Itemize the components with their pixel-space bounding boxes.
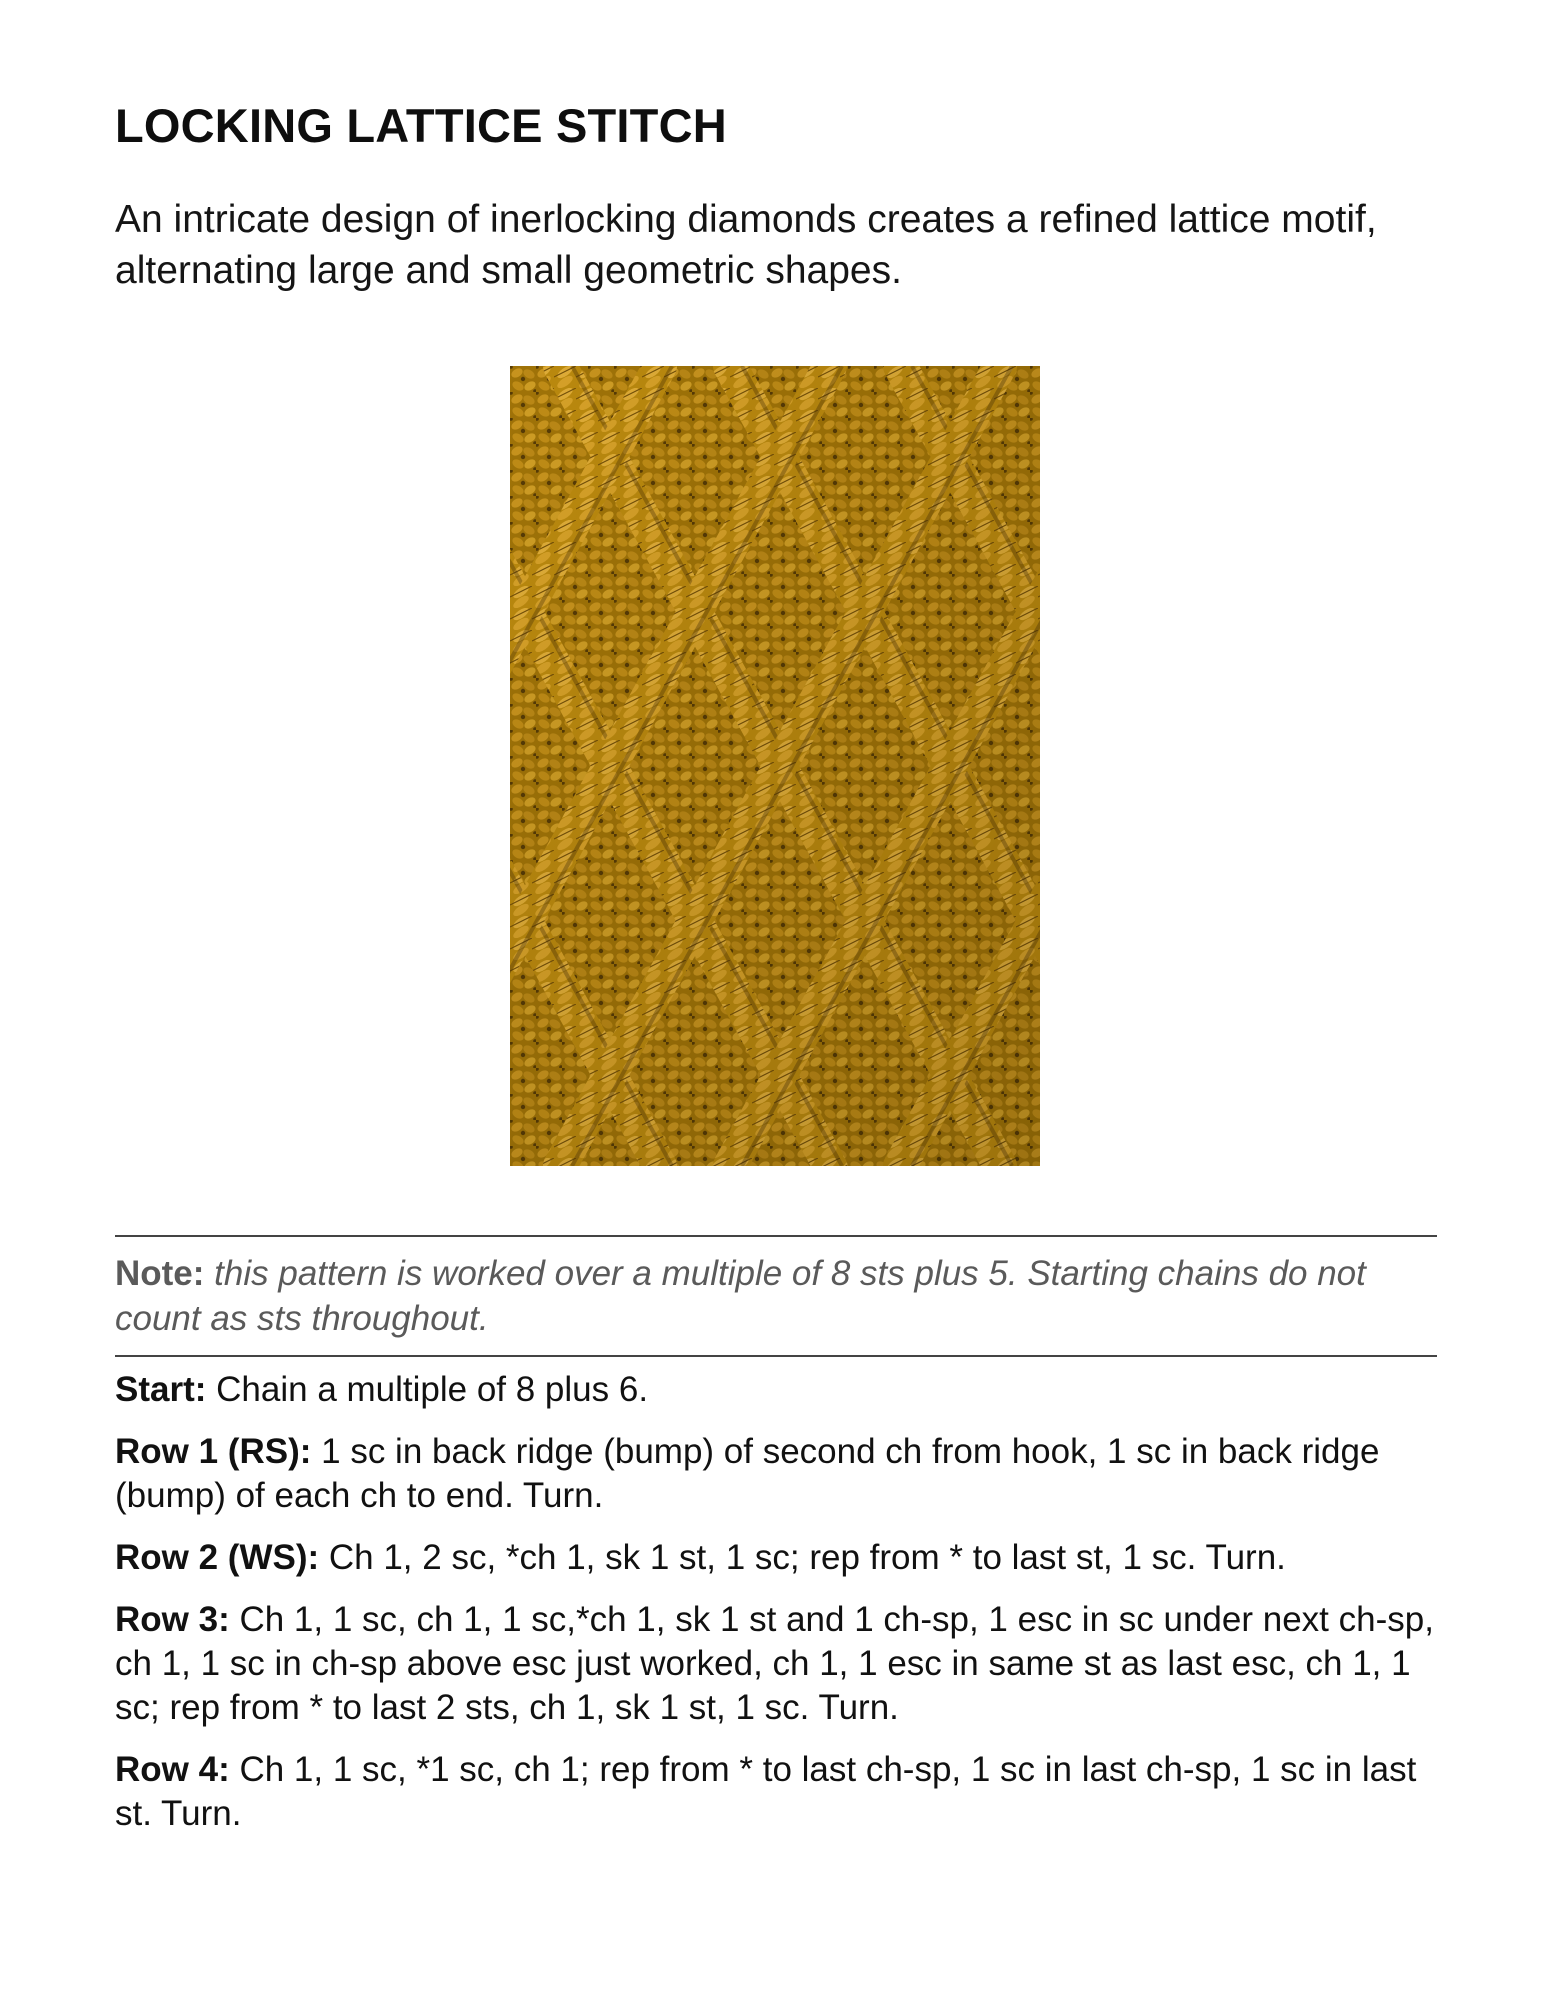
step-row-2 [115,1536,1440,1580]
swatch-shading [510,366,1040,1166]
pattern-page [115,99,1435,1833]
page-title: LOCKING LATTICE STITCH [115,99,727,152]
step-text: Ch 1, 2 sc, *ch 1, sk 1 st, 1 sc; rep from * to last st, 1 sc. Turn. [328,1538,1286,1577]
note-text: this pattern is worked over a multiple of 8 sts plus 5. Starting chains do not count as sts throughout. [115,1254,1366,1338]
note-box [115,1235,1437,1357]
pattern-steps [115,1368,1440,1854]
stitch-swatch-photo [510,366,1040,1166]
intro-paragraph: An intricate design of inerlocking diamonds creates a refined lattice motif, alternating large and small geometric shapes. [115,197,1377,292]
step-text: Ch 1, 1 sc, ch 1, 1 sc,*ch 1, sk 1 st and 1 ch-sp, 1 esc in sc under next ch-sp, ch 1, 1 sc in ch-sp above esc just worked, ch 1, 1 esc in same st as last esc, ch 1, 1 sc; rep from * to last 2 sts, ch 1, sk 1 st, 1 sc. Turn. [115,1600,1434,1727]
step-label: Row 3: [115,1600,230,1639]
step-label: Row 1 (RS): [115,1432,312,1471]
step-label: Start: [115,1370,207,1409]
note-label: Note: [115,1254,205,1293]
step-text: Ch 1, 1 sc, *1 sc, ch 1; rep from * to last ch-sp, 1 sc in last ch-sp, 1 sc in last st. Turn. [115,1750,1417,1833]
step-row-1 [115,1430,1440,1518]
step-row-4 [115,1748,1440,1836]
step-text: Chain a multiple of 8 plus 6. [216,1370,649,1409]
swatch-image [510,366,1040,1166]
step-label: Row 2 (WS): [115,1538,320,1577]
step-start [115,1368,1440,1412]
step-text: 1 sc in back ridge (bump) of second ch from hook, 1 sc in back ridge (bump) of each ch to end. Turn. [115,1432,1380,1515]
step-row-3 [115,1598,1440,1730]
step-label: Row 4: [115,1750,230,1789]
